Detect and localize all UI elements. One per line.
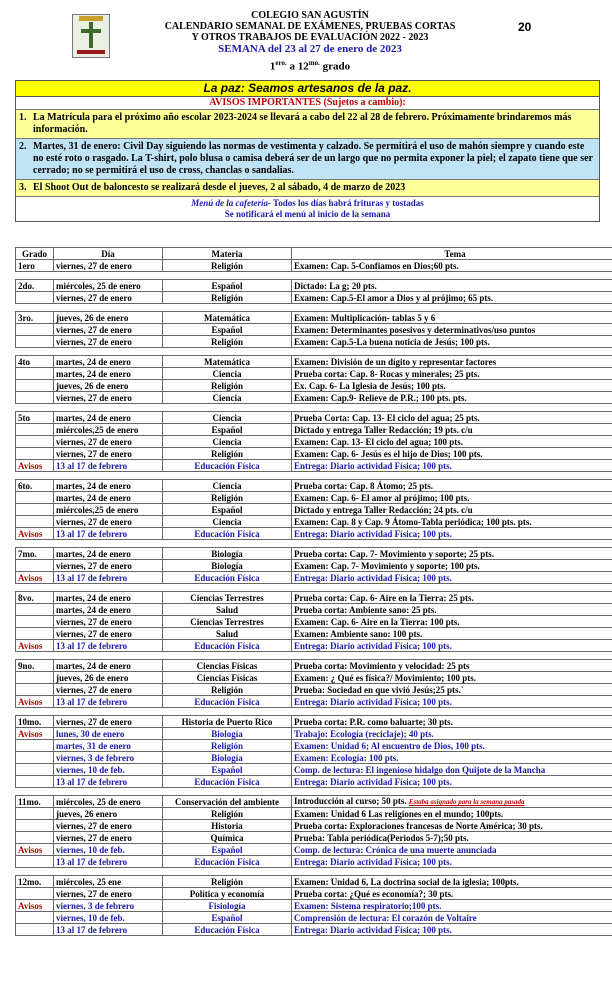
grade-cell: 9no. <box>16 660 54 672</box>
schedule-body <box>16 260 612 936</box>
subject-cell: Biología <box>163 548 292 560</box>
grade-cell <box>16 888 54 900</box>
grade-cell <box>16 516 54 528</box>
table-row <box>16 312 612 324</box>
subject-cell: Español <box>163 424 292 436</box>
subject-cell: Religión <box>163 684 292 696</box>
subject-cell: Religión <box>163 808 292 820</box>
grade-cell <box>16 492 54 504</box>
day-cell: jueves, 26 de enero <box>54 380 163 392</box>
table-row <box>16 604 612 616</box>
topic-cell: Examen: Cap. 13- El ciclo del agua; 100 pts. <box>292 436 612 448</box>
subject-cell: Español <box>163 764 292 776</box>
subject-cell: Ciencia <box>163 480 292 492</box>
topic-cell: Comprensión de lectura: El corazón de Voltaire <box>292 912 612 924</box>
topic-cell: Examen: Cap.5-La buena noticia de Jesús; 100 pts. <box>292 336 612 348</box>
day-cell: martes, 31 de enero <box>54 740 163 752</box>
grade-cell: 1ero <box>16 260 54 272</box>
day-cell: martes, 24 de enero <box>54 412 163 424</box>
topic-cell: Dictado: La g; 20 pts. <box>292 280 612 292</box>
day-cell: viernes, 27 de enero <box>54 832 163 844</box>
grade-cell <box>16 368 54 380</box>
table-row <box>16 368 612 380</box>
subject-cell: Biología <box>163 728 292 740</box>
grade-cell <box>16 424 54 436</box>
row-spacer <box>16 404 612 412</box>
grade-cell: 7mo. <box>16 548 54 560</box>
row-spacer <box>16 584 612 592</box>
table-row <box>16 924 612 936</box>
grade-cell <box>16 924 54 936</box>
grade-cell: 10mo. <box>16 716 54 728</box>
table-row <box>16 504 612 516</box>
subject-cell: Religión <box>163 292 292 304</box>
day-cell: viernes, 27 de enero <box>54 560 163 572</box>
row-spacer <box>16 472 612 480</box>
table-row <box>16 592 612 604</box>
subject-cell: Religión <box>163 876 292 888</box>
topic-cell: Examen: Cap. 7- Movimiento y soporte; 100 pts. <box>292 560 612 572</box>
grade-cell: 2do. <box>16 280 54 292</box>
day-cell: miércoles,25 de enero <box>54 504 163 516</box>
table-row <box>16 460 612 472</box>
grade-cell: 5to <box>16 412 54 424</box>
table-row <box>16 776 612 788</box>
subject-cell: Matemática <box>163 356 292 368</box>
table-row <box>16 528 612 540</box>
school-name: COLEGIO SAN AGUSTÍN <box>251 10 369 21</box>
subject-cell: Educación Física <box>163 640 292 652</box>
topic-cell: Prueba corta: Cap. 6- Aire en la Tierra: 25 pts. <box>292 592 612 604</box>
grade-cell <box>16 912 54 924</box>
topic-cell: Dictado y entrega Taller Redacción; 24 pts. c/u <box>292 504 612 516</box>
row-spacer <box>16 788 612 796</box>
page-header <box>0 0 612 78</box>
topic-cell: Prueba corta: Ambiente sano: 25 pts. <box>292 604 612 616</box>
table-row <box>16 324 612 336</box>
subject-cell: Español <box>163 504 292 516</box>
page-number: 20 <box>518 20 532 34</box>
row-spacer <box>16 708 612 716</box>
table-row <box>16 684 612 696</box>
topic-cell: Introducción al curso; 50 pts. Estaba asignado para la semana pasada <box>292 796 612 808</box>
day-cell: viernes, 3 de febrero <box>54 900 163 912</box>
day-cell: viernes, 27 de enero <box>54 628 163 640</box>
subject-cell: Religión <box>163 740 292 752</box>
subject-cell: Salud <box>163 604 292 616</box>
grade-cell <box>16 616 54 628</box>
topic-cell: Examen: Ambiente sano: 100 pts. <box>292 628 612 640</box>
grade-cell: 3ro. <box>16 312 54 324</box>
grade-cell: Avisos <box>16 572 54 584</box>
subject-cell: Ciencias Físicas <box>163 660 292 672</box>
grade-cell <box>16 820 54 832</box>
notice-item <box>16 138 599 179</box>
topic-cell: Prueba: Sociedad en que vivió Jesús;25 pts.` <box>292 684 612 696</box>
topic-cell: Examen: Multiplicación- tablas 5 y 6 <box>292 312 612 324</box>
subject-cell: Educación Física <box>163 776 292 788</box>
topic-cell: Examen: Cap. 6- El amor al prójimo; 100 pts. <box>292 492 612 504</box>
subject-cell: Educación Física <box>163 460 292 472</box>
table-row <box>16 876 612 888</box>
table-row <box>16 728 612 740</box>
table-row <box>16 380 612 392</box>
day-cell: viernes, 27 de enero <box>54 336 163 348</box>
day-cell: viernes, 27 de enero <box>54 516 163 528</box>
table-row <box>16 260 612 272</box>
day-cell: 13 al 17 de febrero <box>54 924 163 936</box>
subject-cell: Ciencia <box>163 392 292 404</box>
grade-cell <box>16 604 54 616</box>
subject-cell: Historia <box>163 820 292 832</box>
grade-cell <box>16 856 54 868</box>
subject-cell: Educación Física <box>163 572 292 584</box>
subject-cell: Historia de Puerto Rico <box>163 716 292 728</box>
day-cell: martes, 24 de enero <box>54 660 163 672</box>
subject-cell: Biología <box>163 560 292 572</box>
topic-cell: Comp. de lectura: Crónica de una muerte anunciada <box>292 844 612 856</box>
day-cell: jueves, 26 enero <box>54 808 163 820</box>
notice-number: 1. <box>19 112 27 123</box>
grade-range: $1^{ero.}$ a $12^{mo.}$ grado <box>269 59 351 73</box>
table-row <box>16 492 612 504</box>
table-row <box>16 888 612 900</box>
notice-text: Martes, 31 de enero: Civil Day siguiendo las normas de vestimenta y calzado. Se permitirá el uso de mahón siempre y cuando este no esté roto o rasgado. La T-shirt, polo blusa o camisa deberá ser de un largo que no permita exponer la piel; el zapato tiene que ser cerrado; no se permitirá el uso de cross, chanclas o sandalias. <box>33 141 593 176</box>
day-cell: martes, 24 de enero <box>54 356 163 368</box>
subject-cell: Ciencias Terrestres <box>163 592 292 604</box>
subject-cell: Política y economía <box>163 888 292 900</box>
notice-text: El Shoot Out de baloncesto se realizará desde el jueves, 2 al sábado, 4 de marzo de 2023 <box>33 182 406 193</box>
day-cell: martes, 24 de enero <box>54 368 163 380</box>
grade-cell <box>16 392 54 404</box>
topic-cell: Prueba corta: Cap. 7- Movimiento y soporte; 25 pts. <box>292 548 612 560</box>
topic-cell: Examen: Ecología: 100 pts. <box>292 752 612 764</box>
day-cell: viernes, 27 de enero <box>54 616 163 628</box>
day-cell: martes, 24 de enero <box>54 492 163 504</box>
subject-cell: Ciencias Terrestres <box>163 616 292 628</box>
day-cell: 13 al 17 de febrero <box>54 460 163 472</box>
day-cell: viernes, 10 de feb. <box>54 844 163 856</box>
table-row <box>16 412 612 424</box>
topic-cell: Examen: Cap. 8 y Cap. 9 Átomo-Tabla periódica; 100 pts. pts. <box>292 516 612 528</box>
subject-cell: Educación Física <box>163 924 292 936</box>
table-row <box>16 640 612 652</box>
day-cell: 13 al 17 de febrero <box>54 776 163 788</box>
grade-cell: Avisos <box>16 460 54 472</box>
column-header-tema: Tema <box>292 248 612 260</box>
grade-cell <box>16 448 54 460</box>
day-cell: viernes, 27 de enero <box>54 716 163 728</box>
topic-cell: Entrega: Diario actividad Física; 100 pts. <box>292 696 612 708</box>
day-cell: jueves, 26 de enero <box>54 672 163 684</box>
day-cell: 13 al 17 de febrero <box>54 856 163 868</box>
table-row <box>16 900 612 912</box>
topic-cell: Entrega: Diario actividad Física; 100 pts. <box>292 572 612 584</box>
motto-banner: La paz: Seamos artesanos de la paz. <box>16 81 599 97</box>
day-cell: viernes, 27 de enero <box>54 820 163 832</box>
row-spacer <box>16 348 612 356</box>
grade-cell <box>16 380 54 392</box>
table-row <box>16 424 612 436</box>
grade-cell: Avisos <box>16 728 54 740</box>
table-row <box>16 548 612 560</box>
table-row <box>16 808 612 820</box>
day-cell: viernes, 27 de enero <box>54 292 163 304</box>
notice-list <box>16 109 599 196</box>
column-header-grado: Grado <box>16 248 54 260</box>
subject-cell: Educación Física <box>163 696 292 708</box>
day-cell: viernes, 27 de enero <box>54 260 163 272</box>
notice-item <box>16 109 599 138</box>
table-header-row <box>16 248 612 260</box>
topic-cell: Prueba: Tabla periódica(Periodos 5-7);50 pts. <box>292 832 612 844</box>
grade-cell <box>16 808 54 820</box>
subject-cell: Español <box>163 324 292 336</box>
table-row <box>16 764 612 776</box>
topic-cell: Examen: Determinantes posesivos y determinativos/uso puntos <box>292 324 612 336</box>
day-cell: 13 al 17 de febrero <box>54 528 163 540</box>
grade-cell: Avisos <box>16 528 54 540</box>
grade-cell: 8vo. <box>16 592 54 604</box>
topic-cell: Prueba corta: Cap. 8- Rocas y minerales; 25 pts. <box>292 368 612 380</box>
topic-cell: Prueba corta: Exploraciones francesas de Norte América; 30 pts. <box>292 820 612 832</box>
row-spacer <box>16 272 612 280</box>
topic-cell: Examen: Sistema respiratorio;100 pts. <box>292 900 612 912</box>
topic-cell: Prueba corta: P.R. como baluarte; 30 pts. <box>292 716 612 728</box>
topic-cell: Comp. de lectura: El ingenioso hidalgo don Quijote de la Mancha <box>292 764 612 776</box>
day-cell: 13 al 17 de febrero <box>54 696 163 708</box>
notices-box <box>15 80 600 222</box>
subject-cell: Religión <box>163 448 292 460</box>
day-cell: viernes, 3 de febrero <box>54 752 163 764</box>
table-row <box>16 292 612 304</box>
day-cell: 13 al 17 de febrero <box>54 572 163 584</box>
subject-cell: Ciencias Físicas <box>163 672 292 684</box>
topic-cell: Examen: Cap. 6- Aire en la Tierra: 100 pts. <box>292 616 612 628</box>
subject-cell: Religión <box>163 380 292 392</box>
topic-cell: Examen: Unidad 6 Las religiones en el mundo; 100pts. <box>292 808 612 820</box>
day-cell: viernes, 27 de enero <box>54 392 163 404</box>
table-row <box>16 560 612 572</box>
day-cell: viernes, 27 de enero <box>54 448 163 460</box>
column-header-materia: Materia <box>163 248 292 260</box>
grade-cell: Avisos <box>16 844 54 856</box>
grade-cell <box>16 764 54 776</box>
subject-cell: Química <box>163 832 292 844</box>
grade-cell <box>16 672 54 684</box>
topic-cell: Ex. Cap. 6- La Iglesia de Jesús; 100 pts. <box>292 380 612 392</box>
grade-cell <box>16 628 54 640</box>
subject-cell: Religión <box>163 260 292 272</box>
day-cell: martes, 24 de enero <box>54 592 163 604</box>
row-spacer <box>16 540 612 548</box>
topic-cell: Entrega: Diario actividad Física; 100 pts. <box>292 528 612 540</box>
topic-cell: Entrega: Diario actividad Física; 100 pts. <box>292 640 612 652</box>
notice-number: 2. <box>19 141 27 152</box>
subject-cell: Conservación del ambiente <box>163 796 292 808</box>
table-row <box>16 356 612 368</box>
subject-cell: Ciencia <box>163 516 292 528</box>
row-spacer <box>16 652 612 660</box>
notice-item <box>16 179 599 196</box>
subject-cell: Ciencia <box>163 368 292 380</box>
day-cell: miércoles, 25 de enero <box>54 796 163 808</box>
notice-number: 3. <box>19 182 27 193</box>
table-row <box>16 336 612 348</box>
topic-cell: Dictado y entrega Taller Redacción; 19 pts. c/u <box>292 424 612 436</box>
grade-cell <box>16 336 54 348</box>
table-row <box>16 820 612 832</box>
calendar-title-line2: Y OTROS TRABAJOS DE EVALUACIÓN 2022 - 2023 <box>191 32 429 43</box>
day-cell: jueves, 26 de enero <box>54 312 163 324</box>
day-cell: miércoles, 25 de enero <box>54 280 163 292</box>
table-row <box>16 856 612 868</box>
subject-cell: Español <box>163 844 292 856</box>
grade-cell <box>16 740 54 752</box>
table-row <box>16 844 612 856</box>
table-row <box>16 740 612 752</box>
table-row <box>16 660 612 672</box>
day-cell: 13 al 17 de febrero <box>54 640 163 652</box>
grade-cell <box>16 560 54 572</box>
table-row <box>16 480 612 492</box>
subject-cell: Educación Física <box>163 528 292 540</box>
day-cell: martes, 24 de enero <box>54 548 163 560</box>
day-cell: miércoles,25 de enero <box>54 424 163 436</box>
grade-cell <box>16 684 54 696</box>
topic-cell: Entrega: Diario actividad Física; 100 pts. <box>292 924 612 936</box>
topic-cell: Examen: Cap. 5-Confiamos en Dios;60 pts. <box>292 260 612 272</box>
topic-cell: Examen: Unidad 6, La doctrina social de la iglesia; 100pts. <box>292 876 612 888</box>
subject-cell: Biología <box>163 752 292 764</box>
assignment-note: Estaba asignado para la semana pasada <box>408 798 525 806</box>
table-row <box>16 752 612 764</box>
topic-cell: Trabajo: Ecología (reciclaje); 40 pts. <box>292 728 612 740</box>
subject-cell: Ciencia <box>163 436 292 448</box>
table-row <box>16 628 612 640</box>
subject-cell: Español <box>163 912 292 924</box>
topic-cell: Prueba corta: Cap. 8 Átomo; 25 pts. <box>292 480 612 492</box>
grade-cell: Avisos <box>16 640 54 652</box>
day-cell: martes, 24 de enero <box>54 480 163 492</box>
table-row <box>16 832 612 844</box>
subject-cell: Fisiología <box>163 900 292 912</box>
day-cell: viernes, 27 de enero <box>54 888 163 900</box>
table-row <box>16 516 612 528</box>
topic-cell: Examen: Cap. 6- Jesús es el hijo de Dios; 100 pts. <box>292 448 612 460</box>
table-row <box>16 672 612 684</box>
table-row <box>16 912 612 924</box>
topic-cell: Prueba Corta: Cap. 13- El ciclo del agua; 25 pts. <box>292 412 612 424</box>
notice-text: La Matrícula para el próximo año escolar 2023-2024 se llevará a cabo del 22 al 28 de febrero. Próximamente brindaremos más información. <box>33 112 572 135</box>
grade-cell <box>16 292 54 304</box>
row-spacer <box>16 304 612 312</box>
subject-cell: Educación Física <box>163 856 292 868</box>
topic-cell: Examen: Cap.9- Relieve de P.R.; 100 pts. pts. <box>292 392 612 404</box>
school-crest-icon <box>72 14 110 58</box>
table-row <box>16 716 612 728</box>
grade-cell: 12mo. <box>16 876 54 888</box>
topic-cell: Prueba corta: ¿Qué es economía?; 30 pts. <box>292 888 612 900</box>
grade-cell <box>16 436 54 448</box>
grade-cell <box>16 776 54 788</box>
table-row <box>16 616 612 628</box>
day-cell: viernes, 27 de enero <box>54 436 163 448</box>
table-row <box>16 572 612 584</box>
grade-cell: Avisos <box>16 900 54 912</box>
table-row <box>16 392 612 404</box>
grade-cell <box>16 832 54 844</box>
table-row <box>16 448 612 460</box>
topic-cell: Prueba corta: Movimiento y velocidad: 25 pts <box>292 660 612 672</box>
grade-cell <box>16 324 54 336</box>
day-cell: lunes, 30 de enero <box>54 728 163 740</box>
calendar-title-line1: CALENDARIO SEMANAL DE EXÁMENES, PRUEBAS CORTAS <box>164 21 456 32</box>
subject-cell: Ciencia <box>163 412 292 424</box>
table-row <box>16 696 612 708</box>
day-cell: viernes, 27 de enero <box>54 684 163 696</box>
subject-cell: Religión <box>163 492 292 504</box>
topic-cell: Examen: Cap.5-El amor a Dios y al prójimo; 65 pts. <box>292 292 612 304</box>
grade-cell: 11mo. <box>16 796 54 808</box>
subject-cell: Matemática <box>163 312 292 324</box>
day-cell: viernes, 10 de feb. <box>54 912 163 924</box>
topic-cell: Examen: ¿ Qué es física?/ Movimiento; 100 pts. <box>292 672 612 684</box>
grade-cell: Avisos <box>16 696 54 708</box>
day-cell: martes, 24 de enero <box>54 604 163 616</box>
table-row <box>16 796 612 808</box>
day-cell: viernes, 10 de feb. <box>54 764 163 776</box>
grade-cell: 4to <box>16 356 54 368</box>
day-cell: viernes, 27 de enero <box>54 324 163 336</box>
grade-cell: 6to. <box>16 480 54 492</box>
column-header-dia: Día <box>54 248 163 260</box>
topic-cell: Entrega: Diario actividad Física; 100 pts. <box>292 776 612 788</box>
grade-cell <box>16 752 54 764</box>
row-spacer <box>16 868 612 876</box>
table-row <box>16 280 612 292</box>
topic-cell: Examen: División de un dígito y representar factores <box>292 356 612 368</box>
important-notices-title: AVISOS IMPORTANTES (Sujetos a cambio): <box>209 97 406 108</box>
subject-cell: Religión <box>163 336 292 348</box>
topic-cell: Entrega: Diario actividad Física; 100 pts. <box>292 856 612 868</box>
week-range: SEMANA del 23 al 27 de enero de 2023 <box>218 43 402 55</box>
cafeteria-menu-note: Menú de la cafetería- Todos los días habrá frituras y tostadas Se notificará el menú al inicio de la semana <box>16 196 599 221</box>
subject-cell: Español <box>163 280 292 292</box>
topic-cell: Examen: Unidad 6; Al encuentro de Dios, 100 pts. <box>292 740 612 752</box>
day-cell: miércoles, 25 ene <box>54 876 163 888</box>
table-row <box>16 436 612 448</box>
evaluation-schedule-table <box>15 247 612 936</box>
subject-cell: Salud <box>163 628 292 640</box>
grade-cell <box>16 504 54 516</box>
topic-cell: Entrega: Diario actividad Física; 100 pts. <box>292 460 612 472</box>
